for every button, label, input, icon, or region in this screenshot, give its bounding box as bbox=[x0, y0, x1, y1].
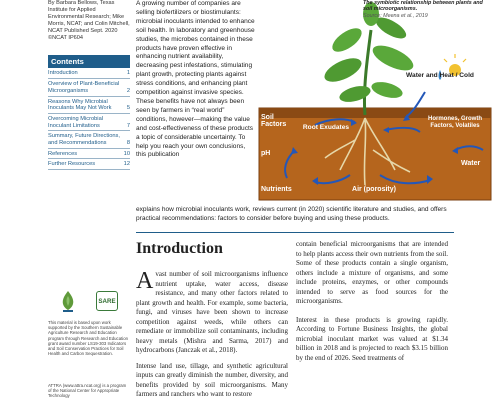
label-nutrients: Nutrients bbox=[261, 186, 292, 193]
figure-caption-source: Source: Meena et al., 2019 bbox=[363, 12, 428, 19]
label-water: Water bbox=[461, 160, 481, 167]
plant-microbe-figure bbox=[255, 0, 495, 205]
body-paragraph: Intense land use, tillage, and synthetic agricultural inputs can greatly diminish the number, diversity, and benefits provided by soil microorganisms. Many farmers and ranchers who want to restore bbox=[136, 361, 288, 398]
figure-illustration bbox=[255, 0, 495, 205]
ncat-logo-icon bbox=[60, 290, 76, 312]
logos bbox=[48, 290, 130, 314]
label-root-exudates: Root Exudates bbox=[302, 124, 350, 131]
table-of-contents bbox=[48, 68, 130, 170]
toc-item[interactable]: References 10 bbox=[48, 149, 130, 160]
toc-item[interactable]: Overcoming Microbial Inoculant Limitations 7 bbox=[48, 114, 130, 131]
body-paragraph: contain beneficial microorganisms that are intended to help plants access their own nutrients from the soil. Some of these products contain a single organism, others include a mixture of organisms, and some include proteins, enzymes, or other compounds intended to serve as food sources for the microorganisms. bbox=[296, 240, 448, 305]
sidebar bbox=[48, 0, 130, 400]
label-air: Air (porosity) bbox=[352, 186, 396, 193]
label-soil-factors: Soil Factors bbox=[261, 114, 287, 128]
publication-summary: explains how microbial inoculants work, reviews current (in 2020) scientific literature and studies, and offers practical recommendations: factors to consider before buying and using these products. bbox=[136, 206, 447, 222]
body-paragraph: Avast number of soil microorganisms influence nutrient uptake, water access, disease resistance, and many other factors related to plant growth and health. For example, some bacteria, fungi, and viruses have been shown to increase competition against weeds, while others can remediate or immobilize soil contaminants, including heavy metals (Mishra and Sarma, 2017) and hydrocarbons (Janczak et al., 2018). bbox=[136, 268, 288, 354]
contents-heading: Contents bbox=[48, 55, 130, 68]
toc-item[interactable]: Reasons Why Microbial Inoculants May Not Work 5 bbox=[48, 97, 130, 114]
section-title: Introduction bbox=[136, 240, 223, 257]
figure-caption bbox=[363, 0, 493, 19]
intro-paragraph: A growing number of companies are selling biofertilizers or biostimulants: microbial inoculants intended to enhance soil health. In laboratory and greenhouse studies, the microbes contained in these products have proven effective in enhancing nutrient availability, decreasing pest infestations, stimulating plant growth, protecting plants against stress conditions, and enhancing plant competition against invasive species. These benefits have not always been seen by farmers in “real world” conditions, however—making the value and cost-effectiveness of these products a topic of considerable uncertainty. To help you reach your own conclusions, this publication bbox=[136, 0, 255, 159]
toc-item[interactable]: Overview of Plant-Beneficial Microorganisms 2 bbox=[48, 79, 130, 96]
toc-item[interactable]: Summary, Future Directions, and Recommendations 8 bbox=[48, 131, 130, 148]
label-hormones: Hormones, Growth Factors, Volatiles bbox=[427, 116, 482, 129]
sare-logo: SARE bbox=[96, 291, 118, 311]
body-paragraph: Interest in these products is growing rapidly. According to Fortune Business Insights, the global microbial inoculant market was valued at $1.34 billion in 2018 and is projected to reach $3.15 billion by the end of 2026. Seed treatments of bbox=[296, 315, 448, 362]
funding-note: This material is based upon work supported by the Southern Sustainable Agriculture Research and Education program through Research and Education grant award number LS19-303 Indicators and Soil Conservation Practices for Soil Health and Carbon Sequestration. bbox=[48, 320, 129, 357]
figure-caption-title: The symbiotic relationship between plants and soil microorganisms. bbox=[363, 0, 483, 13]
body-column-left bbox=[136, 270, 288, 400]
body-column-right bbox=[296, 240, 448, 372]
toc-item[interactable]: Further Resources 12 bbox=[48, 159, 130, 170]
attra-note: ATTRA (www.attra.ncat.org) is a program of the National Center for Appropriate Technology bbox=[48, 383, 127, 399]
drop-cap: A bbox=[136, 268, 154, 294]
label-water-heat: Water and Heat / Cold bbox=[406, 72, 474, 79]
author-byline: By Barbara Bellows, Texas Institute for Applied Environmental Research; Mike Morris, NCAT; and Colin Mitchell, NCAT Published Sept. 2020 ©NCAT IP604 bbox=[48, 0, 130, 41]
section-divider bbox=[136, 232, 454, 233]
label-ph: pH bbox=[261, 150, 271, 157]
toc-item[interactable]: Introduction 1 bbox=[48, 68, 130, 79]
